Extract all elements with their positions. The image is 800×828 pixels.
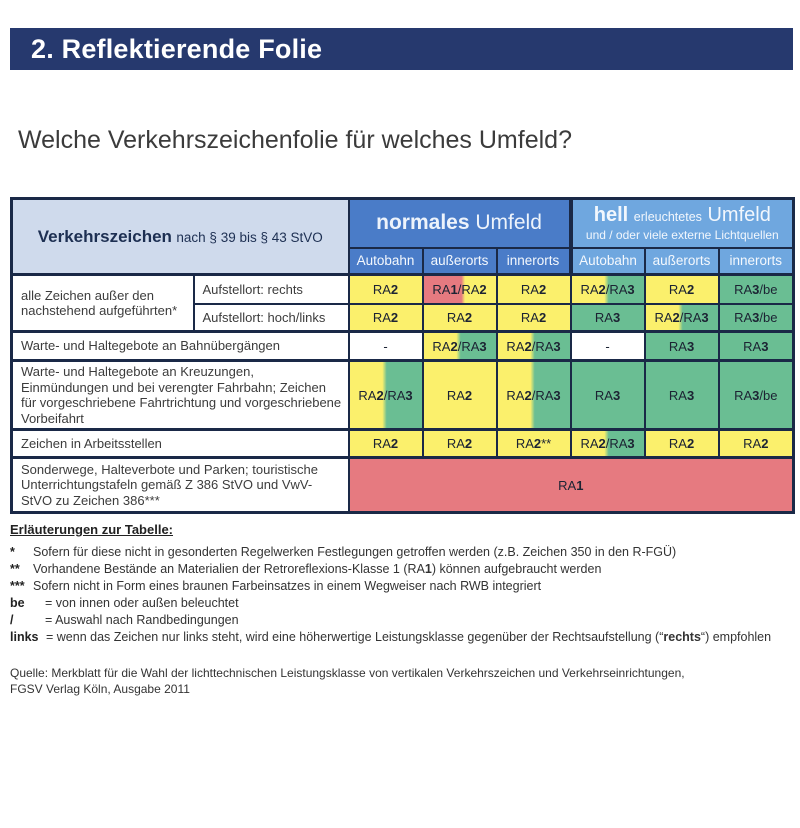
footnote-triple-asterisk [10,578,800,595]
rating-cell: - [571,332,645,361]
hell-header-line1 [574,204,792,228]
rating-cell: RA2 [497,304,571,332]
table-row-alle-zeichen-rechts [12,275,794,304]
rating-cell: RA2/RA3 [571,275,645,304]
footnote-text-post: ) können aufgebraucht werden [431,562,602,576]
rating-cell: RA2/RA3 [571,430,645,458]
rating-cell: RA3 [571,361,645,430]
footnote-text-bold: rechts [663,630,701,644]
hell-small: erleuchtetes [633,210,702,225]
corner-header-verkehrszeichen [12,199,349,275]
footnote-text: = von innen oder außen beleuchtet [45,596,239,610]
rating-cell: RA2 [645,430,719,458]
footnote-text-post: “) empfohlen [700,630,772,644]
rating-cell: RA3/be [719,361,794,430]
column-header-ausserorts-normal: außerorts [423,248,497,275]
footnote-asterisk [10,544,800,561]
rating-cell: RA3 [571,304,645,332]
corner-header-rest: nach § 39 bis § 43 StVO [176,229,323,245]
footnote-text: Sofern nicht in Form eines braunen Farbeinsatzes in einem Wegweiser nach RWB integriert [33,579,542,593]
rating-cell: RA2 [423,430,497,458]
rating-cell: - [349,332,423,361]
group-header-hell-umfeld [571,199,794,248]
rating-cell: RA2/RA3 [497,361,571,430]
page-title: 2. Reflektierende Folie [31,34,323,64]
footnote-marker: be [10,596,25,610]
rating-cell: RA3/be [719,275,794,304]
rating-cell: RA2 [423,304,497,332]
rating-cell: RA2/RA3 [423,332,497,361]
footnotes-section [10,522,800,646]
rating-cell: RA2** [497,430,571,458]
hell-bold: hell [593,204,629,227]
rating-cell: RA2 [349,430,423,458]
rating-cell: RA1/RA2 [423,275,497,304]
footnote-text-pre: = wenn das Zeichen nur links steht, wird eine höherwertige Leistungsklasse gegenüber der Rechtsaufstellung (“ [46,630,664,644]
page-subtitle: Welche Verkehrszeichenfolie für welches Umfeld? [18,126,572,154]
rating-cell: RA3/be [719,304,794,332]
source-line-1: Quelle: Merkblatt für die Wahl der lichttechnischen Leistungsklasse von vertikalen Verkehrszeichen und Verkehrseinrichtungen, [10,666,685,680]
footnote-marker: *** [10,579,25,593]
column-header-innerorts-hell: innerorts [719,248,794,275]
normales-rest: Umfeld [475,211,542,235]
footnote-be [10,595,800,612]
rating-cell: RA2/RA3 [349,361,423,430]
column-header-ausserorts-hell: außerorts [645,248,719,275]
rating-cell: RA2 [645,275,719,304]
table-row-bahnuebergaenge [12,332,794,361]
footnote-marker: / [10,613,14,627]
table-row-sonderwege [12,458,794,513]
row-label-arbeitsstellen: Zeichen in Arbeitsstellen [12,430,349,458]
rating-cell: RA2/RA3 [497,332,571,361]
footnote-marker: links [10,630,39,644]
hell-header-line2: und / oder viele externe Lichtquellen [585,228,779,243]
footnote-text: Sofern für diese nicht in gesonderten Regelwerken Festlegungen getroffen werden (z.B. Zeichen 350 in den R-FGÜ) [33,545,677,559]
rating-cell: RA2 [349,304,423,332]
row-label-alle-zeichen: alle Zeichen außer den nachstehend aufgeführten* [12,275,194,332]
aufstellort-label-rechts: Aufstellort: rechts [194,275,349,304]
footnote-slash [10,612,800,629]
column-header-innerorts-normal: innerorts [497,248,571,275]
footnote-text-bold: 1 [424,562,432,576]
hell-rest: Umfeld [707,204,771,227]
footnote-text [46,629,800,646]
aufstellort-label-hochlinks: Aufstellort: hoch/links [194,304,349,332]
rating-cell: RA3 [645,361,719,430]
page-title-bar [10,28,793,70]
column-header-autobahn-normal: Autobahn [349,248,423,275]
corner-header-bold: Verkehrszeichen [37,226,172,246]
normales-bold: normales [376,211,470,235]
rating-cell: RA3 [719,332,794,361]
rating-cell: RA2 [423,361,497,430]
footnotes-heading: Erläuterungen zur Tabelle: [10,522,174,537]
source-line-2: FGSV Verlag Köln, Ausgabe 2011 [10,681,190,696]
group-header-normales-umfeld [349,199,571,248]
footnote-text [33,561,800,578]
rating-cell: RA2 [497,275,571,304]
footnote-double-asterisk [10,561,800,578]
row-label-bahnuebergaenge: Warte- und Haltegebote an Bahnübergängen [12,332,349,361]
source-reference [10,666,800,697]
footnote-text: = Auswahl nach Randbedingungen [45,613,239,627]
table-row-kreuzungen [12,361,794,430]
rating-cell: RA3 [645,332,719,361]
footnote-text-pre: Vorhandene Bestände an Materialien der Retroreflexions-Klasse 1 (RA [33,562,425,576]
footnote-links [10,629,800,646]
rating-cell: RA2 [349,275,423,304]
table-row-arbeitsstellen [12,430,794,458]
footnote-marker: * [10,545,15,559]
foil-selection-table [10,197,795,514]
document-page [0,28,800,828]
rating-cell: RA2 [719,430,794,458]
footnote-marker: ** [10,562,20,576]
rating-cell-ra1-span: RA1 [349,458,794,513]
column-header-autobahn-hell: Autobahn [571,248,645,275]
row-label-sonderwege: Sonderwege, Halteverbote und Parken; touristische Unterrichtungstafeln gemäß Z 386 StVO und VwV-StVO zu Zeichen 386*** [12,458,349,513]
rating-cell: RA2/RA3 [645,304,719,332]
header-row-groups [12,199,794,248]
row-label-kreuzungen: Warte- und Haltegebote an Kreuzungen, Einmündungen und bei verengter Fahrbahn; Zeichen für vorgeschriebene Fahrtrichtung und vorgeschriebene Vorbeifahrt [12,361,349,430]
